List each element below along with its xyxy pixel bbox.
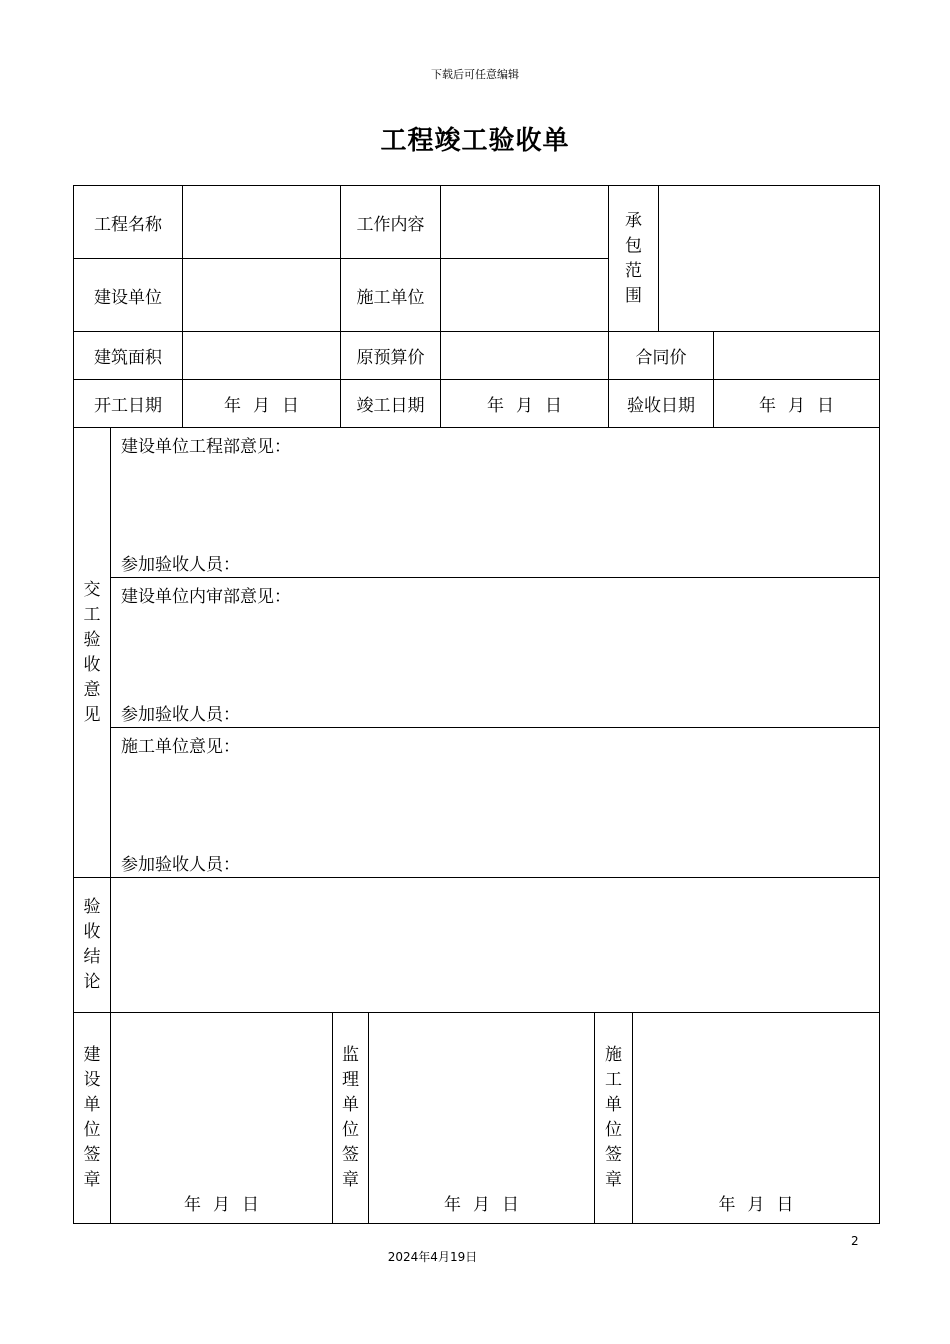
opinion-title: 施工单位意见： xyxy=(121,737,240,757)
month-text: 月 xyxy=(253,396,270,416)
acceptance-date-field[interactable] xyxy=(714,380,880,428)
seal-label-char: 章 xyxy=(83,1170,101,1190)
original-budget-field[interactable] xyxy=(441,332,609,380)
conclusion-char: 验 xyxy=(83,897,101,917)
seal-date xyxy=(111,1190,332,1215)
participants-label: 参加验收人员： xyxy=(121,855,240,875)
contract-scope-char: 范 xyxy=(625,260,642,281)
month-text: 月 xyxy=(516,396,533,416)
day-text: 日 xyxy=(545,396,562,416)
year-text: 年 xyxy=(487,396,504,416)
seal-label-char: 章 xyxy=(605,1170,622,1190)
building-area-field[interactable] xyxy=(183,332,341,380)
contract-scope-char: 包 xyxy=(625,235,642,256)
day-text: 日 xyxy=(817,396,834,416)
completion-date-label: 竣工日期 xyxy=(341,380,441,428)
work-content-field[interactable] xyxy=(441,186,609,259)
start-date-field[interactable] xyxy=(183,380,341,428)
opinion-title: 建设单位工程部意见： xyxy=(121,437,291,457)
conclusion-char: 结 xyxy=(83,947,101,967)
year-text: 年 xyxy=(444,1195,461,1215)
month-text: 月 xyxy=(213,1195,230,1215)
seal-label-char: 单 xyxy=(342,1095,359,1115)
acceptance-date-label: 验收日期 xyxy=(609,380,714,428)
year-text: 年 xyxy=(759,396,776,416)
building-area-label: 建筑面积 xyxy=(74,332,183,380)
year-text: 年 xyxy=(184,1195,201,1215)
construction-unit-seal-label xyxy=(74,1013,111,1224)
contract-scope-char: 承 xyxy=(625,210,642,231)
supervisor-seal-field[interactable] xyxy=(369,1013,595,1224)
handover-label-char: 验 xyxy=(83,629,101,650)
completion-date-field[interactable] xyxy=(441,380,609,428)
footer-date: 2024年4月19日 xyxy=(387,1250,478,1264)
project-name-field[interactable] xyxy=(183,186,341,259)
seal-label-char: 章 xyxy=(342,1170,359,1190)
contract-price-label: 合同价 xyxy=(609,332,714,380)
construction-unit-seal-field[interactable] xyxy=(111,1013,333,1224)
conclusion-label xyxy=(74,878,111,1013)
page-title: 工程竣工验收单 xyxy=(380,126,570,156)
contract-scope-field[interactable] xyxy=(659,186,880,332)
work-content-label: 工作内容 xyxy=(341,186,441,259)
participants-label: 参加验收人员： xyxy=(121,555,240,575)
year-text: 年 xyxy=(224,396,241,416)
seal-label-char: 建 xyxy=(83,1045,101,1065)
project-name-label: 工程名称 xyxy=(74,186,183,259)
construction-unit-label: 建设单位 xyxy=(74,259,183,332)
seal-label-char: 施 xyxy=(605,1045,622,1065)
builder-seal-field[interactable] xyxy=(633,1013,880,1224)
seal-label-char: 位 xyxy=(342,1120,359,1140)
handover-label-char: 见 xyxy=(83,704,101,725)
seal-date xyxy=(369,1190,594,1215)
conclusion-field[interactable] xyxy=(111,878,880,1013)
year-text: 年 xyxy=(718,1195,736,1215)
handover-label-char: 工 xyxy=(83,604,101,625)
handover-label-char: 收 xyxy=(83,654,101,675)
seal-label-char: 单 xyxy=(83,1095,101,1115)
month-text: 月 xyxy=(473,1195,490,1215)
seal-label-char: 签 xyxy=(605,1145,622,1165)
seal-label-char: 单 xyxy=(605,1095,622,1115)
original-budget-label: 原预算价 xyxy=(341,332,441,380)
month-text: 月 xyxy=(747,1195,765,1215)
seal-label-char: 理 xyxy=(342,1070,359,1090)
contract-price-field[interactable] xyxy=(714,332,880,380)
seal-label-char: 签 xyxy=(83,1145,101,1165)
header-note: 下载后可任意编辑 xyxy=(431,68,519,81)
month-text: 月 xyxy=(788,396,805,416)
day-text: 日 xyxy=(776,1195,794,1215)
supervisor-seal-label xyxy=(333,1013,369,1224)
handover-opinion-label xyxy=(74,428,111,878)
contract-scope-char: 围 xyxy=(625,285,642,306)
builder-unit-label: 施工单位 xyxy=(341,259,441,332)
seal-label-char: 位 xyxy=(605,1120,622,1140)
handover-label-char: 交 xyxy=(83,579,101,600)
audit-dept-opinion[interactable] xyxy=(111,578,880,728)
seal-label-char: 位 xyxy=(83,1120,101,1140)
engineering-dept-opinion[interactable] xyxy=(111,428,880,578)
handover-label-char: 意 xyxy=(83,679,101,700)
seal-label-char: 签 xyxy=(342,1145,359,1165)
construction-unit-field[interactable] xyxy=(183,259,341,332)
start-date-label: 开工日期 xyxy=(74,380,183,428)
day-text: 日 xyxy=(282,396,299,416)
acceptance-form xyxy=(73,185,880,1013)
seal-label-char: 监 xyxy=(342,1045,359,1065)
opinion-title: 建设单位内审部意见： xyxy=(121,587,291,607)
seal-date xyxy=(633,1190,879,1215)
contract-scope-label xyxy=(609,186,659,332)
participants-label: 参加验收人员： xyxy=(121,705,240,725)
signature-table xyxy=(73,1012,880,1224)
builder-seal-label xyxy=(595,1013,633,1224)
conclusion-char: 论 xyxy=(83,972,101,992)
day-text: 日 xyxy=(242,1195,259,1215)
builder-unit-field[interactable] xyxy=(441,259,609,332)
page-number: 2 xyxy=(851,1234,859,1248)
seal-label-char: 设 xyxy=(83,1070,101,1090)
seal-label-char: 工 xyxy=(605,1070,622,1090)
builder-opinion[interactable] xyxy=(111,728,880,878)
conclusion-char: 收 xyxy=(83,922,101,942)
day-text: 日 xyxy=(502,1195,519,1215)
